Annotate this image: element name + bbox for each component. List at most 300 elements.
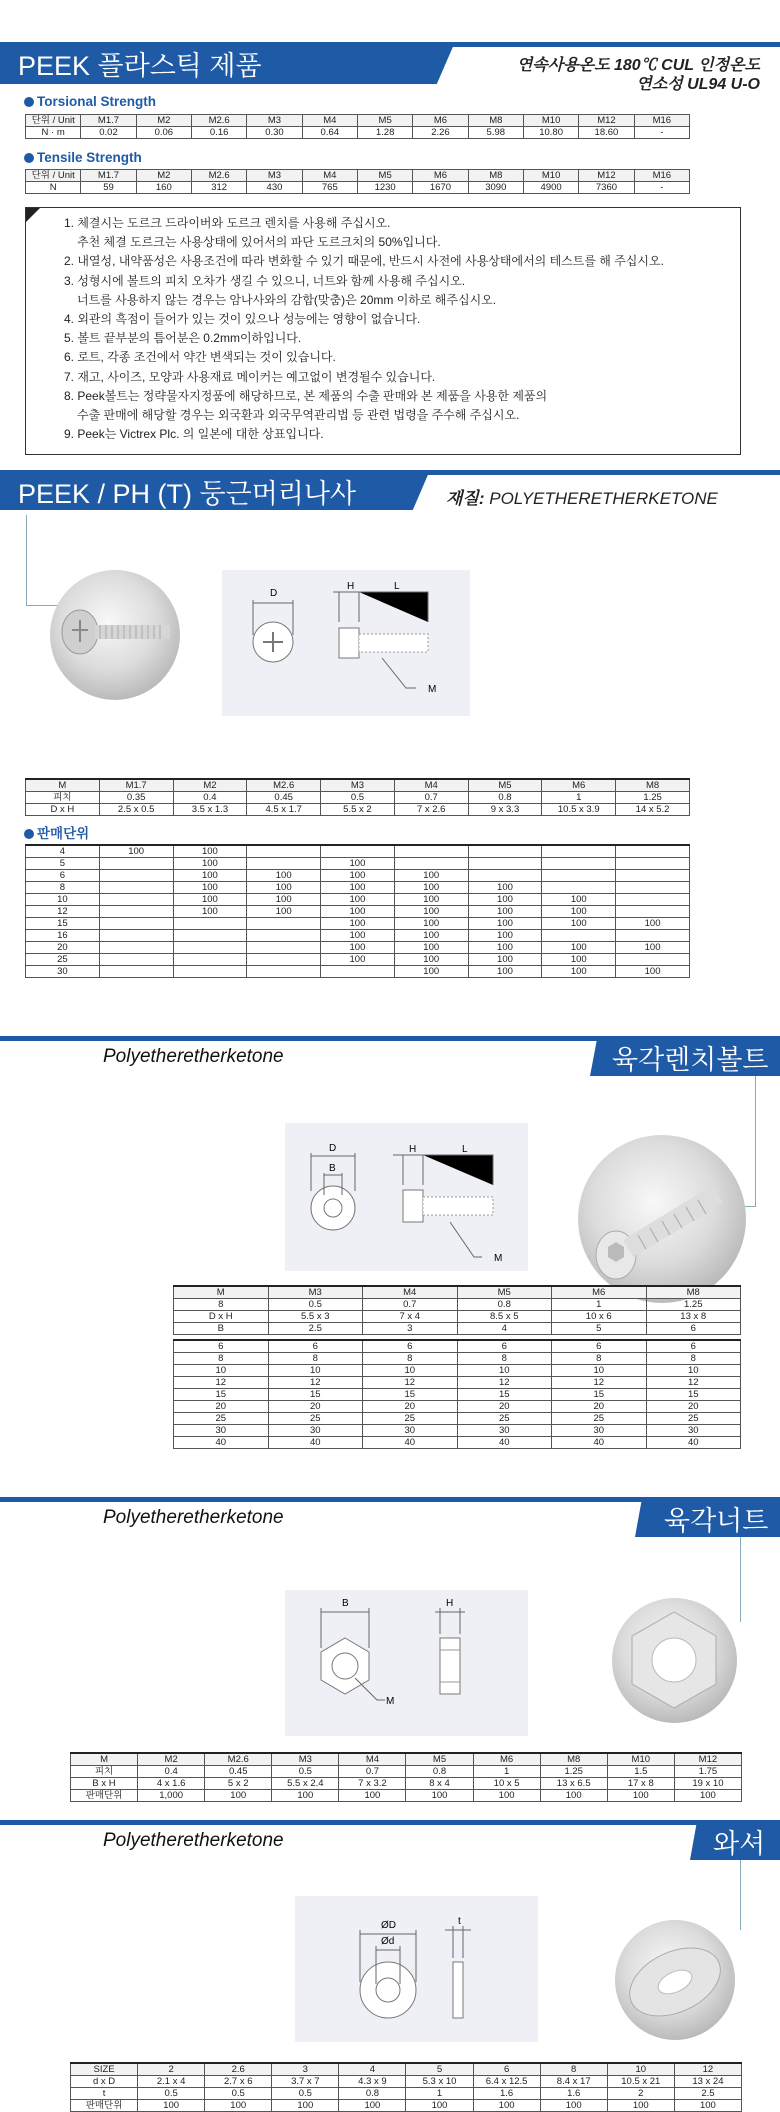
table-cell [616,906,690,918]
table-cell: M [26,779,100,792]
table-cell: 13 x 24 [674,2076,741,2088]
table-cell: 0.8 [457,1299,552,1311]
table-cell: 피치 [71,1766,138,1778]
table-row [26,858,690,870]
table-cell: 1 [542,792,616,804]
table-cell: 30 [26,966,100,978]
table-cell [247,954,321,966]
table-row [71,2088,742,2100]
section4-material: Polyetheretherketone [103,1507,284,1528]
table-cell: 1 [473,1766,540,1778]
table-cell: M2 [138,1753,205,1766]
table-cell: 100 [542,966,616,978]
table-cell: 2.5 x 0.5 [99,804,173,816]
washer-drawing [295,1896,538,2042]
table-cell: M5 [406,1753,473,1766]
table-cell: 6 [268,1340,363,1353]
table-cell: 100 [542,906,616,918]
table-cell: 12 [646,1377,741,1389]
table-cell: 100 [468,882,542,894]
table-cell: 0.8 [468,792,542,804]
table-row [26,906,690,918]
table-cell: 100 [173,882,247,894]
table-cell [247,918,321,930]
table-cell: 100 [394,966,468,978]
table-cell: 0.8 [339,2088,406,2100]
table-cell: 16 [26,930,100,942]
table-cell: 10 x 5 [473,1778,540,1790]
table-cell: 17 x 8 [607,1778,674,1790]
table-cell [247,942,321,954]
table-cell [173,954,247,966]
table-cell: 0.4 [173,792,247,804]
table-cell: 100 [321,942,395,954]
table-row [174,1299,741,1311]
table-cell: 100 [406,1790,473,1802]
table-cell: 6 [457,1340,552,1353]
table-cell: 10.5 x 3.9 [542,804,616,816]
table-cell: 4 x 1.6 [138,1778,205,1790]
table-cell: 2.1 x 4 [138,2076,205,2088]
table-cell: 8 x 4 [406,1778,473,1790]
table-cell: d x D [71,2076,138,2088]
table-cell: 100 [339,1790,406,1802]
bolt-icon [578,1135,746,1303]
table-cell: 4 [26,845,100,858]
table-cell: M8 [616,779,690,792]
table-row [174,1353,741,1365]
table-cell: 3 [272,2063,339,2076]
table-cell: M5 [357,170,412,182]
table-cell: 12 [268,1377,363,1389]
table-cell: M8 [646,1286,741,1299]
table-cell: 1.25 [540,1766,607,1778]
table-cell: 0.4 [138,1766,205,1778]
table-cell: t [71,2088,138,2100]
dim-D: ØD [381,1920,396,1931]
table-cell: 10 [457,1365,552,1377]
table-cell: 8 [552,1353,647,1365]
table-cell [99,870,173,882]
table-cell: M3 [321,779,395,792]
dim-M: M [428,684,437,695]
table-cell: 100 [247,882,321,894]
table-cell: 20 [174,1401,269,1413]
table-cell: 4.5 x 1.7 [247,804,321,816]
table-cell [468,858,542,870]
dim-L: L [394,581,400,592]
table-cell: 100 [321,882,395,894]
table-cell: M2 [136,115,191,127]
table-cell: 8 [174,1353,269,1365]
table-cell: SIZE [71,2063,138,2076]
table-cell: 1.25 [646,1299,741,1311]
table-row [71,1778,742,1790]
table-cell: 1.6 [473,2088,540,2100]
table-cell: 30 [174,1425,269,1437]
table-cell: 19 x 10 [674,1778,741,1790]
table-cell: M5 [357,115,412,127]
table-cell [394,858,468,870]
table-cell [99,918,173,930]
table-cell: 4 [339,2063,406,2076]
table-row [26,870,690,882]
table-cell: 1 [406,2088,473,2100]
table-cell: 0.45 [247,792,321,804]
table-cell: 12 [363,1377,458,1389]
table-cell: 100 [339,2100,406,2112]
tensile-label: Tensile Strength [24,150,142,165]
table-cell [247,930,321,942]
table-cell: 100 [473,2100,540,2112]
table-cell: 100 [321,918,395,930]
table-cell: 8.5 x 5 [457,1311,552,1323]
table-cell: 5 [406,2063,473,2076]
table-cell: 8 [174,1299,269,1311]
bullet-icon [24,829,34,839]
table-cell: 100 [406,2100,473,2112]
table-cell: 2 [138,2063,205,2076]
table-cell: 13 x 8 [646,1311,741,1323]
table-cell: 100 [540,1790,607,1802]
table-cell [468,870,542,882]
table-cell: 10 [363,1365,458,1377]
table-cell: 15 [174,1389,269,1401]
table-cell: 100 [321,930,395,942]
table-cell [542,870,616,882]
table-cell: 1.6 [540,2088,607,2100]
table-cell: 100 [394,918,468,930]
table-cell: 0.5 [268,1299,363,1311]
table-cell: 100 [247,870,321,882]
table-cell: N [26,182,81,194]
washer-dimension-icon [295,1896,538,2042]
table-cell: 100 [542,954,616,966]
table-cell [99,906,173,918]
connector-line [755,1076,756,1206]
table-cell [99,966,173,978]
table-row [174,1323,741,1335]
pan-head-spec-table [25,778,690,816]
table-cell: 1.28 [357,127,412,139]
table-cell: 5 [552,1323,647,1335]
table-cell: M6 [552,1286,647,1299]
table-cell: 12 [174,1377,269,1389]
pan-head-screw-photo [50,570,180,700]
table-cell: 40 [552,1437,647,1449]
table-row [26,882,690,894]
dim-H: H [347,581,355,592]
table-cell: M6 [473,1753,540,1766]
table-cell: 2 [607,2088,674,2100]
table-cell: 판매단위 [71,2100,138,2112]
note-line: 2. 내열성, 내약품성은 사용조건에 따라 변화할 수 있기 때문에, 반드시 사전에 사용상태에서의 테스트를 해 주십시오. [64,254,664,269]
dim-H: H [446,1598,454,1609]
table-cell: 0.45 [205,1766,272,1778]
nut-icon [612,1598,737,1723]
table-cell: 100 [205,1790,272,1802]
table-cell: M4 [339,1753,406,1766]
table-cell [99,882,173,894]
table-cell: 100 [247,906,321,918]
table-header-row [26,170,690,182]
table-cell: M8 [468,170,523,182]
table-cell: 20 [457,1401,552,1413]
table-cell: 100 [272,1790,339,1802]
table-cell [173,942,247,954]
table-cell: 100 [321,870,395,882]
table-cell: - [634,182,689,194]
table-cell: 0.30 [247,127,302,139]
table-cell [616,845,690,858]
table-cell: M10 [523,170,578,182]
table-row [26,779,690,792]
table-cell: 100 [394,930,468,942]
table-cell: 40 [363,1437,458,1449]
table-cell: 10 [26,894,100,906]
table-cell: 100 [394,906,468,918]
table-cell: M5 [468,779,542,792]
socket-bolt-dimension-icon [285,1123,528,1271]
table-cell [99,954,173,966]
section3-material: Polyetheretherketone [103,1046,284,1067]
table-cell: 4 [457,1323,552,1335]
connector-line [740,1537,741,1622]
table-cell: M16 [634,115,689,127]
section5-material: Polyetheretherketone [103,1830,284,1851]
table-cell: 160 [136,182,191,194]
table-cell: M4 [302,170,357,182]
table-cell: 6 [646,1340,741,1353]
socket-bolt-drawing [285,1123,528,1271]
table-cell [173,966,247,978]
note-line: 1. 체결시는 도르크 드라이버와 도르크 렌치를 사용해 주십시오. [64,216,391,230]
table-cell: M [174,1286,269,1299]
table-cell: 100 [542,918,616,930]
table-cell: 100 [272,2100,339,2112]
table-cell: 14 x 5.2 [616,804,690,816]
socket-bolt-photo [578,1135,746,1303]
table-cell [394,845,468,858]
table-cell: 15 [26,918,100,930]
section1-spec-line1: 연속사용온도 180℃ CUL 인정온도 [516,57,760,74]
table-row [174,1413,741,1425]
table-cell: 10 [174,1365,269,1377]
table-cell: M8 [540,1753,607,1766]
dim-D: D [329,1143,337,1154]
table-row [71,1753,742,1766]
connector-line [26,515,27,605]
table-row [71,2100,742,2112]
table-cell: M4 [394,779,468,792]
table-cell: 100 [616,942,690,954]
table-cell: M6 [413,115,468,127]
table-cell: M3 [247,170,302,182]
table-cell: 100 [173,858,247,870]
table-cell: 20 [552,1401,647,1413]
table-cell: 20 [268,1401,363,1413]
table-cell: 단위 / Unit [26,115,81,127]
table-cell: 10 [607,2063,674,2076]
table-cell: M10 [523,115,578,127]
table-cell: 2.6 [205,2063,272,2076]
table-cell: 25 [646,1413,741,1425]
table-cell: 25 [552,1413,647,1425]
table-cell: 30 [363,1425,458,1437]
table-cell: 25 [268,1413,363,1425]
table-cell: 100 [394,894,468,906]
table-cell: M5 [457,1286,552,1299]
table-row [174,1311,741,1323]
table-cell: 15 [268,1389,363,1401]
material-value: POLYETHERETHERKETONE [489,489,718,508]
section1-spec-line2: 연소성 UL94 U-O [636,76,760,93]
table-cell: 100 [173,845,247,858]
table-cell: N · m [26,127,81,139]
note-line: 8. Peek볼트는 정략물자지정품에 해당하므로, 본 제품의 수출 판매와 본 제품을 사용한 제품의 [64,388,548,403]
table-row [26,954,690,966]
connector-line [740,1860,741,1930]
table-cell: 0.8 [406,1766,473,1778]
table-cell: 3.7 x 7 [272,2076,339,2088]
table-cell: 10.5 x 21 [607,2076,674,2088]
socket-bolt-length-table [173,1339,741,1449]
hex-nut-drawing [285,1590,528,1736]
table-cell [173,930,247,942]
table-cell: 312 [191,182,246,194]
table-cell: 0.7 [363,1299,458,1311]
table-row [174,1401,741,1413]
table-cell: 100 [674,1790,741,1802]
table-cell: 6 [174,1340,269,1353]
table-row [26,804,690,816]
sales-unit-label: 판매단위 [24,822,89,842]
table-cell: 0.5 [272,1766,339,1778]
table-cell: 8 [363,1353,458,1365]
section5-title-bar [0,1820,780,1825]
table-header-row [26,115,690,127]
table-cell: 15 [457,1389,552,1401]
pan-head-dimension-icon [222,570,470,716]
washer-photo [615,1920,735,2040]
washer-icon [615,1920,735,2040]
table-cell [616,882,690,894]
table-cell: 1670 [413,182,468,194]
section4-title: 육각너트 [664,1506,769,1536]
table-cell: 10 [646,1365,741,1377]
note-line: 5. 볼트 끝부분의 틈어분은 0.2mm이하입니다. [64,331,302,346]
table-cell [542,845,616,858]
table-row [71,2076,742,2088]
table-cell: 7 x 4 [363,1311,458,1323]
table-cell: 13 x 6.5 [540,1778,607,1790]
table-cell: 6 [646,1323,741,1335]
table-cell: 100 [394,942,468,954]
table-row [71,2063,742,2076]
table-cell: 4.3 x 9 [339,2076,406,2088]
note-line: 추천 체결 도르크는 사용상태에 있어서의 파단 도르크치의 50%입니다. [77,235,441,250]
dim-L: L [462,1144,468,1155]
table-cell: 7 x 2.6 [394,804,468,816]
table-cell: 12 [26,906,100,918]
table-cell: 100 [468,906,542,918]
table-cell: 5.5 x 2 [321,804,395,816]
table-cell: 8 [26,882,100,894]
usage-notes-box [25,207,741,455]
table-cell [616,930,690,942]
table-cell: 20 [26,942,100,954]
table-cell: 6 [473,2063,540,2076]
table-cell: 25 [174,1413,269,1425]
table-cell: 8 [268,1353,363,1365]
table-cell: M3 [268,1286,363,1299]
table-cell [99,858,173,870]
table-cell: 100 [616,918,690,930]
table-cell: 100 [173,870,247,882]
table-cell: 20 [646,1401,741,1413]
material-label: 재질: [446,489,485,508]
table-cell: D x H [26,804,100,816]
tensile-table [25,169,690,194]
table-row [174,1389,741,1401]
table-cell: 100 [321,954,395,966]
table-cell: 피치 [26,792,100,804]
table-row [26,966,690,978]
table-cell: 4900 [523,182,578,194]
table-cell: 100 [468,894,542,906]
table-cell: 0.35 [99,792,173,804]
table-row [174,1340,741,1353]
table-cell: 10 x 6 [552,1311,647,1323]
notes-list [64,214,740,444]
table-cell: M6 [413,170,468,182]
table-cell: 100 [394,882,468,894]
table-cell: 40 [457,1437,552,1449]
table-cell: M1.7 [81,170,136,182]
table-cell: 8 [457,1353,552,1365]
table-cell: M3 [272,1753,339,1766]
table-cell: 6 [363,1340,458,1353]
table-cell: 0.5 [272,2088,339,2100]
table-row [174,1425,741,1437]
table-cell: M2.6 [191,170,246,182]
note-line: 7. 재고, 사이즈, 모양과 사용재료 메이커는 예고없이 변경될수 있습니다. [64,369,436,384]
table-cell: 100 [616,966,690,978]
table-cell: 단위 / Unit [26,170,81,182]
dim-M: M [386,1696,395,1707]
table-cell [99,942,173,954]
table-cell: 9 x 3.3 [468,804,542,816]
table-cell: 100 [205,2100,272,2112]
table-cell: 8 [540,2063,607,2076]
table-cell [616,858,690,870]
bullet-icon [24,97,34,107]
table-cell: 판매단위 [71,1790,138,1802]
table-cell: 6.4 x 12.5 [473,2076,540,2088]
table-cell: 40 [268,1437,363,1449]
table-cell: 0.7 [394,792,468,804]
table-cell: 25 [26,954,100,966]
hex-nut-dimension-icon [285,1590,528,1736]
table-cell: M2 [136,170,191,182]
table-row [26,942,690,954]
table-cell: 18.60 [579,127,634,139]
table-cell: 20 [363,1401,458,1413]
table-cell: 100 [542,942,616,954]
table-cell: 30 [457,1425,552,1437]
table-cell: 100 [542,894,616,906]
table-cell: M4 [363,1286,458,1299]
